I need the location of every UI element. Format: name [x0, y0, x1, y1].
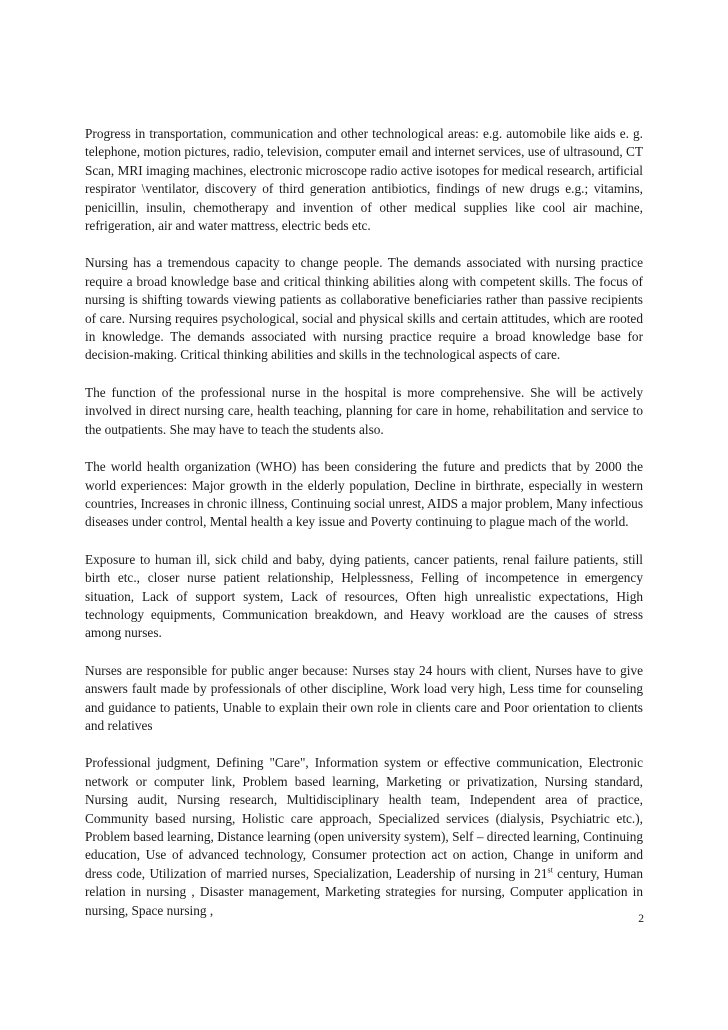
topics-text-before: Professional judgment, Defining "Care", Information system or effective communication, Electronic network or computer link, Problem based learning, Marketing or privatization, Nursing standard, Nursing audit, Nursing research, Multidisciplinary health team, Independent area of practice, Community based nursing, Holistic care approach, Specialized services (dialysis, Psychiatric etc.), Problem based learning, Distance learning (open university system), Self – directed learning, Continuing education, Use of advanced technology, Consumer protection act on action, Change in uniform and dress code, Utilization of married nurses, Specialization, Leadership of nursing in 21: [85, 755, 643, 881]
paragraph-professional-topics: [85, 754, 643, 920]
paragraph-who-predictions: The world health organization (WHO) has been considering the future and predicts that by 2000 the world experiences: Major growth in the elderly population, Decline in birthrate, especially in western countries, Increases in chronic illness, Continuing social unrest, AIDS a major problem, Many infectious diseases under control, Mental health a key issue and Poverty continuing to plague mach of the world.: [85, 459, 643, 530]
paragraph-professional-nurse-function: The function of the professional nurse in the hospital is more comprehensive. She will be actively involved in direct nursing care, health teaching, planning for care in home, rehabilitation and service to the outpatients. She may have to teach the students also.: [85, 384, 643, 437]
ordinal-superscript: st: [547, 865, 553, 875]
page-number: 2: [638, 913, 644, 925]
paragraph-nursing-capacity: Nursing has a tremendous capacity to change people. The demands associated with nursing practice require a broad knowledge base and critical thinking abilities along with competent skills. The focus of nursing is shifting towards viewing patients as collaborative beneficiaries rather than passive recipients of care. Nursing requires psychological, social and physical skills and certain attitudes, which are rooted in knowledge. The demands associated with nursing practice require a broad knowledge base for decision-making. Critical thinking abilities and skills in the technological aspects of care.: [85, 255, 643, 363]
paragraph-public-anger: Nurses are responsible for public anger because: Nurses stay 24 hours with client, Nurses have to give answers fault made by professionals of other discipline, Work load very high, Less time for counseling and guidance to patients, Unable to explain their own role in clients care and Poor orientation to clients and relatives: [85, 662, 643, 733]
topics-text-after: century, Human relation in nursing , Disaster management, Marketing strategies for nursing, Computer application in nursing, Space nursing ,: [85, 865, 643, 918]
paragraph-technology-progress: Progress in transportation, communication and other technological areas: e.g. automobile like aids e. g. telephone, motion pictures, radio, television, computer email and internet services, use of ultrasound, CT Scan, MRI imaging machines, electronic microscope radio active isotopes for medical research, artificial respirator \ventilator, discovery of third generation antibiotics, findings of new drugs e.g.; vitamins, penicillin, insulin, chemotherapy and invention of other medical supplies like cool air machine, refrigeration, air and water mattress, electric beds etc.: [85, 126, 643, 234]
paragraph-stress-causes: Exposure to human ill, sick child and baby, dying patients, cancer patients, renal failure patients, still birth etc., closer nurse patient relationship, Helplessness, Felling of incompetence in emergency situation, Lack of support system, Lack of resources, Often high unrealistic expectations, High technology equipments, Communication breakdown, and Heavy workload are the causes of stress among nurses.: [85, 551, 643, 641]
page-body: [85, 125, 643, 939]
